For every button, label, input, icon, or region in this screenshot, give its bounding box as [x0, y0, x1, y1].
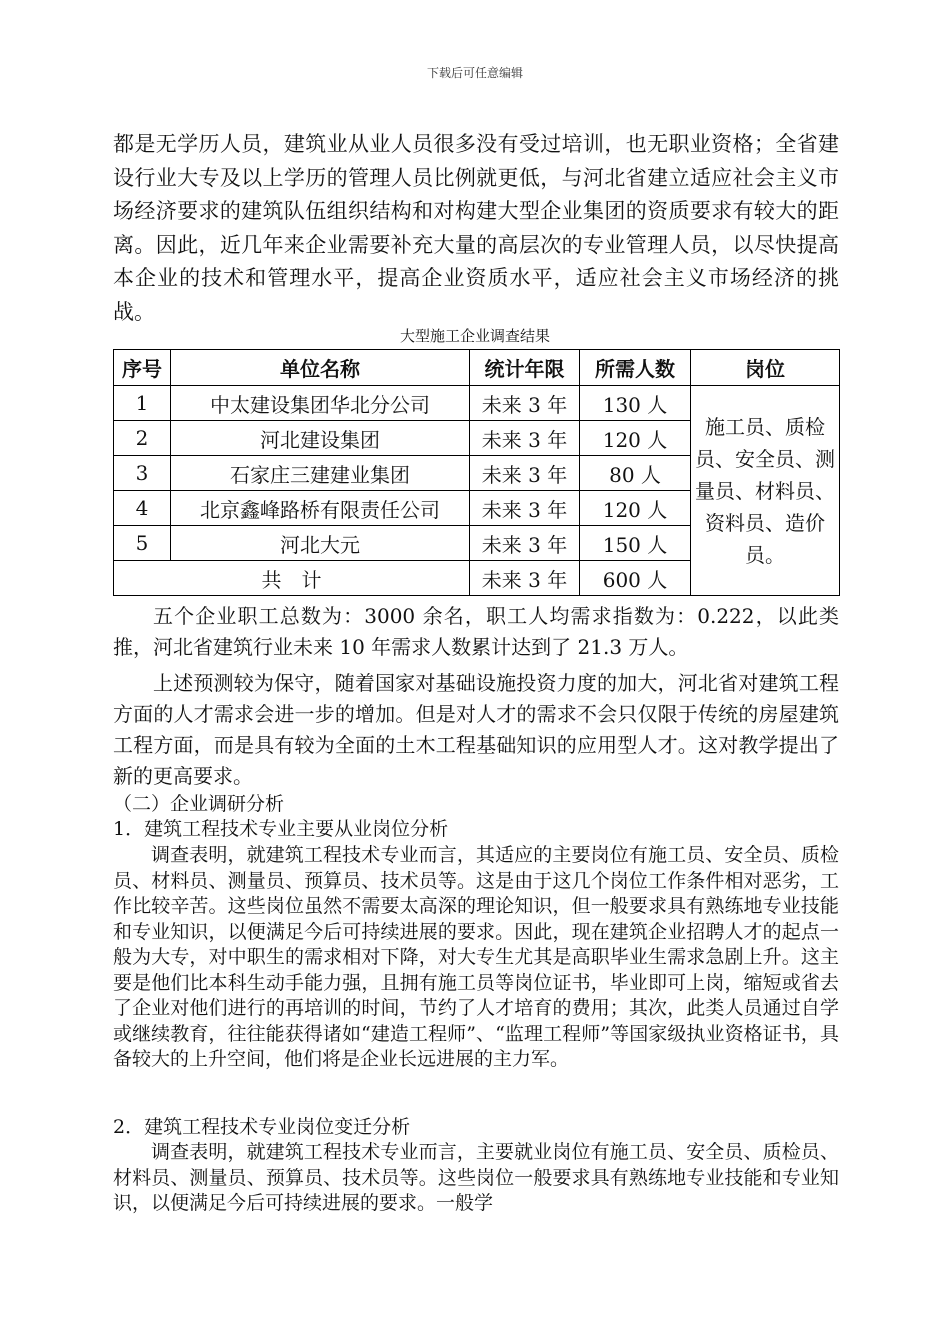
cell-years: 未来 3 年: [470, 421, 580, 456]
cell-no: 5: [114, 526, 171, 561]
col-header-count: 所需人数: [580, 350, 691, 386]
cell-count: 130 人: [580, 386, 691, 421]
cell-count: 150 人: [580, 526, 691, 561]
cell-name: 中太建设集团华北分公司: [171, 386, 470, 421]
col-header-positions: 岗位: [691, 350, 840, 386]
paragraph-2: 五个企业职工总数为：3000 余名，职工人均需求指数为：0.222，以此类推，河北省建筑行业未来 10 年需求人数累计达到了 21.3 万人。: [113, 604, 839, 659]
cell-count: 120 人: [580, 421, 691, 456]
cell-no: 4: [114, 491, 171, 526]
col-header-years: 统计年限: [470, 350, 580, 386]
table-caption: 大型施工企业调查结果: [399, 327, 550, 345]
cell-name: 北京鑫峰路桥有限责任公司: [171, 491, 470, 526]
cell-years: 未来 3 年: [470, 491, 580, 526]
paragraph-5: 调查表明，就建筑工程技术专业而言，主要就业岗位有施工员、安全员、质检员、材料员、测量员、预算员、技术员等。这些岗位一般要求具有熟练地专业技能和专业知识，以便满足今后可持续进展的要求。一般学: [113, 1141, 839, 1214]
table-row: [114, 386, 840, 421]
cell-no: 1: [114, 386, 171, 421]
col-header-name: 单位名称: [171, 350, 470, 386]
paragraph-4: 调查表明，就建筑工程技术专业而言，其适应的主要岗位有施工员、安全员、质检员、材料员、测量员、预算员、技术员等。这是由于这几个岗位工作条件相对恶劣，工作比较辛苦。这些岗位虽然不需要太高深的理论知识，但一般要求具有熟练地专业技能和专业知识，以便满足今后可持续进展的要求。因此，现在建筑企业招聘人才的起点一般为大专，对中职生的需求相对下降，对大专生尤其是高职毕业生需求急剧上升。这主要是他们比本科生动手能力强，且拥有施工员等岗位证书，毕业即可上岗，缩短或省去了企业对他们进行的再培训的时间，节约了人才培育的费用；其次，此类人员通过自学或继续教育，往往能获得诸如“建造工程师”、“监理工程师”等国家级执业资格证书，具备较大的上升空间，他们将是企业长远进展的主力军。: [113, 844, 839, 1070]
cell-count: 80 人: [580, 456, 691, 491]
cell-name: 河北建设集团: [171, 421, 470, 456]
cell-years: 未来 3 年: [470, 456, 580, 491]
table-header-row: [114, 350, 840, 386]
cell-years: 未来 3 年: [470, 526, 580, 561]
subsection-heading-2: 2．建筑工程技术专业岗位变迁分析: [113, 1116, 411, 1138]
cell-years: 未来 3 年: [470, 386, 580, 421]
cell-no: 3: [114, 456, 171, 491]
survey-table: [113, 349, 840, 596]
cell-name: 石家庄三建建业集团: [171, 456, 470, 491]
cell-positions: 施工员、质检员、安全员、测量员、材料员、资料员、造价员。: [691, 386, 840, 596]
cell-total-years: 未来 3 年: [470, 561, 580, 596]
header-note: 下载后可任意编辑: [426, 66, 523, 80]
section-heading-2: （二）企业调研分析: [113, 793, 285, 815]
cell-count: 120 人: [580, 491, 691, 526]
col-header-no: 序号: [114, 350, 171, 386]
paragraph-3: 上述预测较为保守，随着国家对基础设施投资力度的加大，河北省对建筑工程方面的人才需求会进一步的增加。但是对人才的需求不会只仅限于传统的房屋建筑工程方面，而是具有较为全面的土木工程基础知识的应用型人才。这对教学提出了新的更高要求。: [113, 671, 839, 788]
cell-no: 2: [114, 421, 171, 456]
paragraph-1: 都是无学历人员，建筑业从业人员很多没有受过培训，也无职业资格；全省建设行业大专及以上学历的管理人员比例就更低，与河北省建立适应社会主义市场经济要求的建筑队伍组织结构和对构建大型企业集团的资质要求有较大的距离。因此，近几年来企业需要补充大量的高层次的专业管理人员，以尽快提高本企业的技术和管理水平，提高企业资质水平，适应社会主义市场经济的挑战。: [113, 132, 839, 324]
cell-total-count: 600 人: [580, 561, 691, 596]
subsection-heading-1: 1．建筑工程技术专业主要从业岗位分析: [113, 818, 449, 840]
cell-name: 河北大元: [171, 526, 470, 561]
cell-total-label: 共 计: [114, 561, 470, 596]
